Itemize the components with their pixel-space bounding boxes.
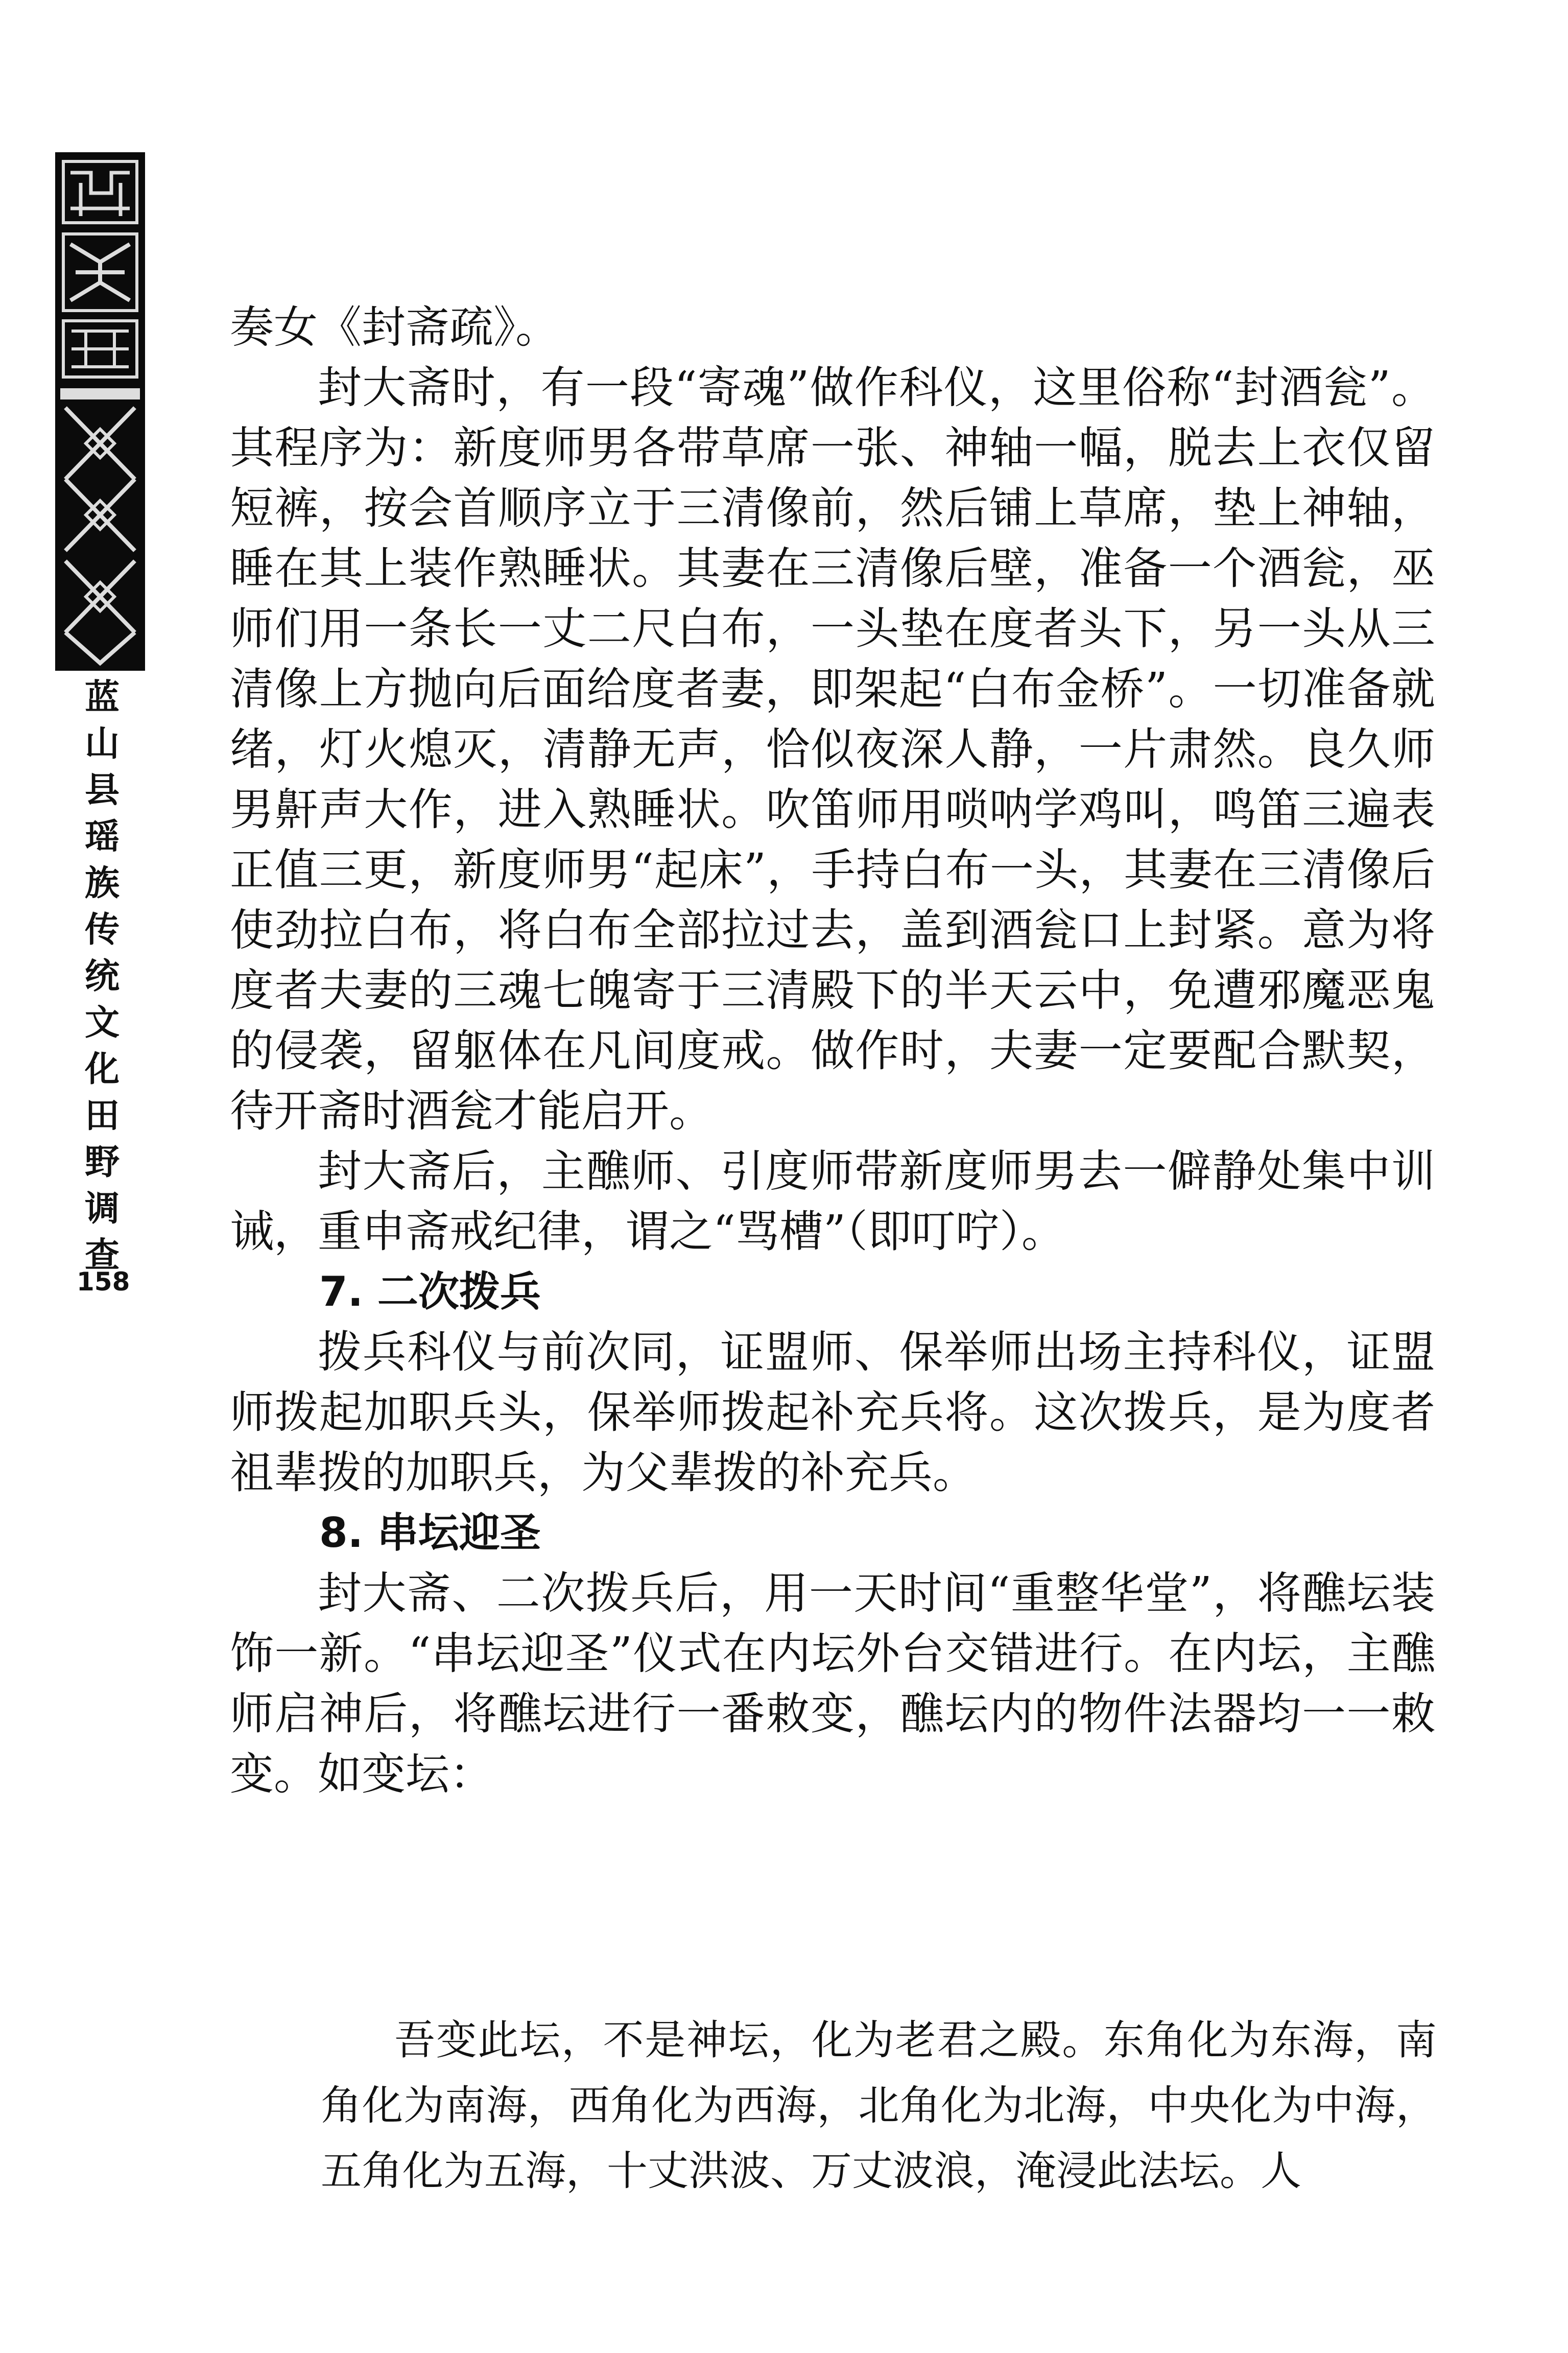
paragraph: 封大斋后，主醮师、引度师带新度师男去一僻静处集中训诫，重申斋戒纪律，谓之“骂槽”（即叮咛）。 xyxy=(230,1146,1435,1257)
title-char: 山 xyxy=(84,724,120,764)
title-char: 族 xyxy=(84,863,120,904)
decorative-ornament-band xyxy=(55,152,145,671)
body-text xyxy=(230,297,1435,1804)
paragraph: 拨兵科仪与前次同，证盟师、保举师出场主持科仪，证盟师拨起加职兵头，保举师拨起补充兵将。这次拨兵，是为度者祖辈拨的加职兵，为父辈拨的补充兵。 xyxy=(230,1327,1435,1498)
section-heading: 7. 二次拨兵 xyxy=(319,1268,541,1315)
paragraph: 封大斋、二次拨兵后，用一天时间“重整华堂”，将醮坛装饰一新。“串坛迎圣”仪式在内坛外台交错进行。在内坛，主醮师启神后，将醮坛进行一番敕变，醮坛内的物件法器均一一敕变。如变坛： xyxy=(230,1568,1435,1800)
title-char: 野 xyxy=(84,1142,120,1183)
paragraph: 奏女《封斋疏》。 xyxy=(230,302,559,353)
title-char: 蓝 xyxy=(84,677,120,718)
page-number: 158 xyxy=(77,1267,130,1297)
title-char: 统 xyxy=(84,956,120,997)
title-char: 查 xyxy=(84,1235,120,1276)
title-char: 瑶 xyxy=(84,817,120,857)
title-char: 调 xyxy=(84,1189,120,1229)
title-char: 文 xyxy=(84,1003,120,1043)
paragraph: 封大斋时，有一段“寄魂”做作科仪，这里俗称“封酒瓮”。其程序为：新度师男各带草席一张、神轴一幅，脱去上衣仅留短裤，按会首顺序立于三清像前，然后铺上草席，垫上神轴，睡在其上装作熟睡状。其妻在三清像后壁，准备一个酒瓮，巫师们用一条长一丈二尺白布，一头垫在度者头下，另一头从三清像上方抛向后面给度者妻，即架起“白布金桥”。一切准备就绪，灯火熄灭，清静无声，恰似夜深人静，一片肃然。良久师男鼾声大作，进入熟睡状。吹笛师用唢呐学鸡叫，鸣笛三遍表正值三更，新度师男“起床”，手持白布一头，其妻在三清像后使劲拉白布，将白布全部拉过去，盖到酒瓮口上封紧。意为将度者夫妻的三魂七魄寄于三清殿下的半天云中，免遭邪魔恶鬼的侵袭，留躯体在凡间度戒。做作时，夫妻一定要配合默契，待开斋时酒瓮才能启开。 xyxy=(230,362,1435,1137)
book-title-vertical xyxy=(72,674,133,1279)
section-heading: 8. 串坛迎圣 xyxy=(319,1509,541,1557)
title-char: 传 xyxy=(84,910,120,950)
title-char: 田 xyxy=(84,1096,120,1136)
quoted-incantation: 吾变此坛，不是神坛，化为老君之殿。东角化为东海，南角化为南海，西角化为西海，北角化为北海，中央化为中海，五角化为五海，十丈洪波、万丈波浪，淹浸此法坛。人 xyxy=(321,2016,1437,2195)
title-char: 县 xyxy=(84,770,120,811)
title-char: 化 xyxy=(84,1049,120,1090)
